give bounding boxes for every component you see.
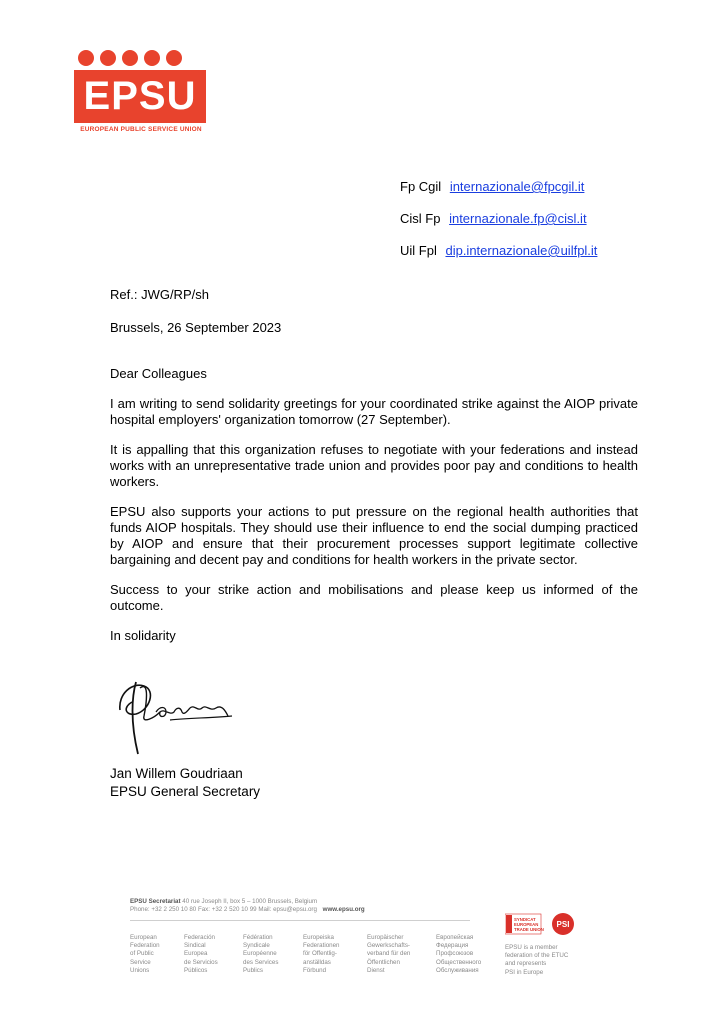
logo-subtitle: EUROPEAN PUBLIC SERVICE UNION	[80, 126, 202, 133]
language-line: verband für den	[367, 950, 411, 958]
language-line: Europäischer	[367, 934, 404, 941]
language-line: Fédération	[243, 934, 273, 941]
membership-note	[505, 944, 585, 977]
secretariat-address	[130, 898, 600, 906]
membership-line: and represents	[505, 960, 547, 968]
addressee-row	[400, 242, 597, 274]
website-link[interactable]: www.epsu.org	[322, 906, 365, 914]
signer-block	[110, 765, 260, 801]
language-line: Европейская	[436, 934, 474, 941]
letter-paragraph: Success to your strike action and mobilisations and please keep us informed of the outcome.	[110, 582, 638, 613]
closing: In solidarity	[110, 628, 176, 643]
letter-paragraph: EPSU also supports your actions to put pressure on the regional health authorities that funds AIOP hospitals. They should use their influence to end the social dumping practiced by AIOP and ensure that their procurement processes support legitimate collective bargaining and decent pay and conditions for health workers in the private sector.	[110, 504, 638, 567]
language-line: Федерация	[436, 942, 469, 950]
handwritten-signature	[110, 676, 240, 756]
epsu-logo	[74, 50, 208, 136]
language-line: Unions	[130, 966, 150, 974]
language-name-block	[367, 934, 425, 975]
language-line: Federation	[130, 942, 160, 950]
logo-dots	[78, 50, 206, 70]
language-line: Профсоюзов	[436, 950, 474, 958]
psi-badge-text: PSI	[556, 920, 570, 929]
membership-line: PSI in Europe	[505, 968, 544, 976]
secretariat-label: EPSU Secretariat	[130, 898, 181, 905]
addressee-org: Fp Cgil	[400, 179, 442, 194]
language-line: Обслуживания	[436, 966, 479, 974]
reference-line: Ref.: JWG/RP/sh	[110, 287, 209, 302]
addressee-org: Uil Fpl	[400, 243, 437, 258]
etuc-badge-text-2: EUROPEAN	[514, 922, 539, 927]
language-line: Federationen	[303, 942, 340, 950]
membership-line: EPSU is a member	[505, 944, 558, 951]
addressee-row	[400, 178, 597, 210]
language-name-block	[243, 934, 301, 975]
language-line: of Public	[130, 950, 154, 958]
addressee-email-link[interactable]: internazionale.fp@cisl.it	[449, 211, 587, 226]
language-name-block	[130, 934, 188, 975]
addressee-email-link[interactable]: internazionale@fpcgil.it	[449, 179, 585, 194]
language-name-block	[184, 934, 242, 975]
language-line: Européenne	[243, 950, 277, 958]
language-line: Syndicale	[243, 942, 270, 950]
language-line: Europeiska	[303, 934, 334, 941]
etuc-badge-text-3: TRADE UNION	[514, 927, 544, 932]
signer-name: Jan Willem Goudriaan	[110, 766, 243, 781]
language-line: Sindical	[184, 942, 206, 950]
affiliation-badges	[505, 911, 585, 937]
logo-wordmark: EPSU	[83, 74, 197, 118]
language-line: Publics	[243, 966, 263, 974]
addressee-row	[400, 210, 597, 242]
language-line: Öffentlichen	[367, 958, 400, 966]
language-name-block	[436, 934, 494, 975]
language-line: des Services	[243, 958, 279, 966]
language-line: Förbund	[303, 966, 327, 974]
language-line: Service	[130, 958, 151, 966]
etuc-badge-text-1: SYNDICAT	[514, 917, 536, 922]
contact-line: Phone: +32 2 250 10 80 Fax: +32 2 520 10 99 Mail: epsu@epsu.org	[130, 906, 317, 914]
language-name-block	[303, 934, 361, 975]
letter-paragraph: I am writing to send solidarity greetings for your coordinated strike against the AIOP private hospital employers' organization tomorrow (27 September).	[110, 396, 638, 427]
salutation: Dear Colleagues	[110, 366, 207, 381]
letter-body	[110, 287, 638, 644]
language-line: Federación	[184, 934, 215, 941]
membership-line: federation of the ETUC	[505, 952, 569, 960]
language-line: anställdas	[303, 958, 331, 966]
addressee-org: Cisl Fp	[400, 211, 441, 226]
place-date: Brussels, 26 September 2023	[110, 320, 282, 335]
language-line: European	[130, 934, 157, 941]
language-line: för Offentlig-	[303, 950, 337, 958]
signer-title: EPSU General Secretary	[110, 784, 261, 799]
language-line: Gewerkschafts-	[367, 942, 410, 950]
language-line: de Servicios	[184, 958, 218, 966]
letter-paragraph: It is appalling that this organization refuses to negotiate with your federations and instead works with an unrepresentative trade union and provides poor pay and conditions to health workers.	[110, 442, 638, 489]
footer-divider	[130, 920, 470, 921]
secretariat-street: 40 rue Joseph II, box 5 – 1000 Brussels, Belgium	[182, 898, 318, 905]
language-line: Dienst	[367, 966, 385, 974]
language-line: Europea	[184, 950, 208, 958]
letterhead-footer	[130, 898, 600, 976]
addressee-email-link[interactable]: dip.internazionale@uilfpl.it	[445, 243, 598, 258]
language-line: Общественного	[436, 958, 482, 966]
language-line: Públicos	[184, 966, 208, 974]
addressee-block	[400, 178, 597, 274]
